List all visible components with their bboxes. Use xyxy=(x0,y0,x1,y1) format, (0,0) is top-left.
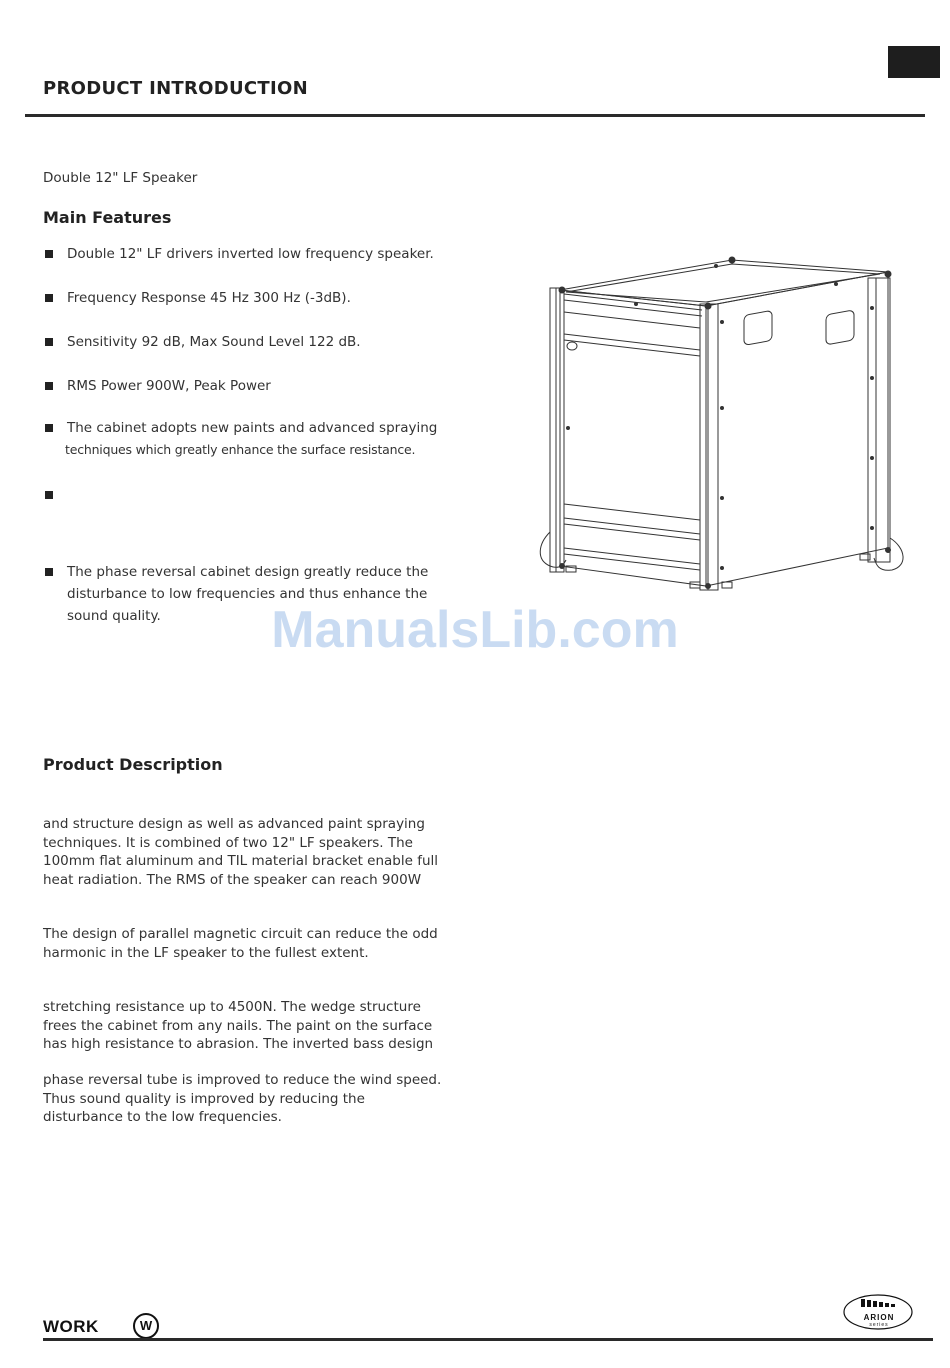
feature-text: Frequency Response 45 Hz 300 Hz (-3dB). xyxy=(67,290,351,306)
bullet-icon xyxy=(45,250,53,258)
bullet-icon xyxy=(45,382,53,390)
description-paragraph: stretching resistance up to 4500N. The wedge structure frees the cabinet from any nails. The paint on the surface has high resistance to abrasion. The inverted bass design xyxy=(43,999,434,1052)
feature-item xyxy=(45,287,445,311)
watermark-text: ManualsLib.com xyxy=(271,601,679,659)
feature-text: The cabinet adopts new paints and advanced spraying xyxy=(67,420,438,436)
feature-text: The phase reversal cabinet design greatly reduce the disturbance to low frequencies and thus enhance the sound quality. xyxy=(67,564,429,624)
bullet-icon xyxy=(45,568,53,576)
feature-item xyxy=(45,417,445,463)
main-features-heading: Main Features xyxy=(43,208,172,227)
product-subtitle: Double 12" LF Speaker xyxy=(43,170,198,186)
description-paragraph: The design of parallel magnetic circuit can reduce the odd harmonic in the LF speaker to the fullest extent. xyxy=(43,926,438,961)
feature-text: Double 12" LF drivers inverted low frequency speaker. xyxy=(67,246,434,262)
feature-item xyxy=(45,331,445,355)
feature-text-continued: techniques which greatly enhance the surface resistance. xyxy=(65,442,416,457)
feature-text: Sensitivity 92 dB, Max Sound Level 122 dB. xyxy=(67,334,361,350)
arion-logo-text: ARION xyxy=(863,1313,895,1322)
arion-logo-subtext: series xyxy=(869,1322,889,1328)
feature-item xyxy=(45,243,445,267)
bullet-icon xyxy=(45,491,53,499)
page-title: PRODUCT INTRODUCTION xyxy=(43,78,308,99)
description-paragraph: phase reversal tube is improved to reduce the wind speed. Thus sound quality is improved by reducing the disturbance to the low frequencies. xyxy=(43,1072,442,1125)
work-logo: WORK xyxy=(43,1317,99,1336)
description-paragraph: and structure design as well as advanced paint spraying techniques. It is combined of two 12" LF speakers. The 100mm flat aluminum and TIL material bracket enable full heat radiation. The RMS of the speaker can reach 900W xyxy=(43,816,439,888)
work-logo-mark: W xyxy=(133,1313,159,1339)
feature-item xyxy=(45,484,445,508)
bullet-icon xyxy=(45,294,53,302)
feature-text: RMS Power 900W, Peak Power xyxy=(67,378,271,394)
feature-item xyxy=(45,375,445,399)
speaker-cabinet-illustration xyxy=(536,248,914,600)
bullet-icon xyxy=(45,424,53,432)
bullet-icon xyxy=(45,338,53,346)
page-tab-marker xyxy=(888,46,940,78)
header-divider xyxy=(25,114,925,117)
footer-divider xyxy=(43,1338,933,1341)
product-description-heading: Product Description xyxy=(43,755,223,774)
